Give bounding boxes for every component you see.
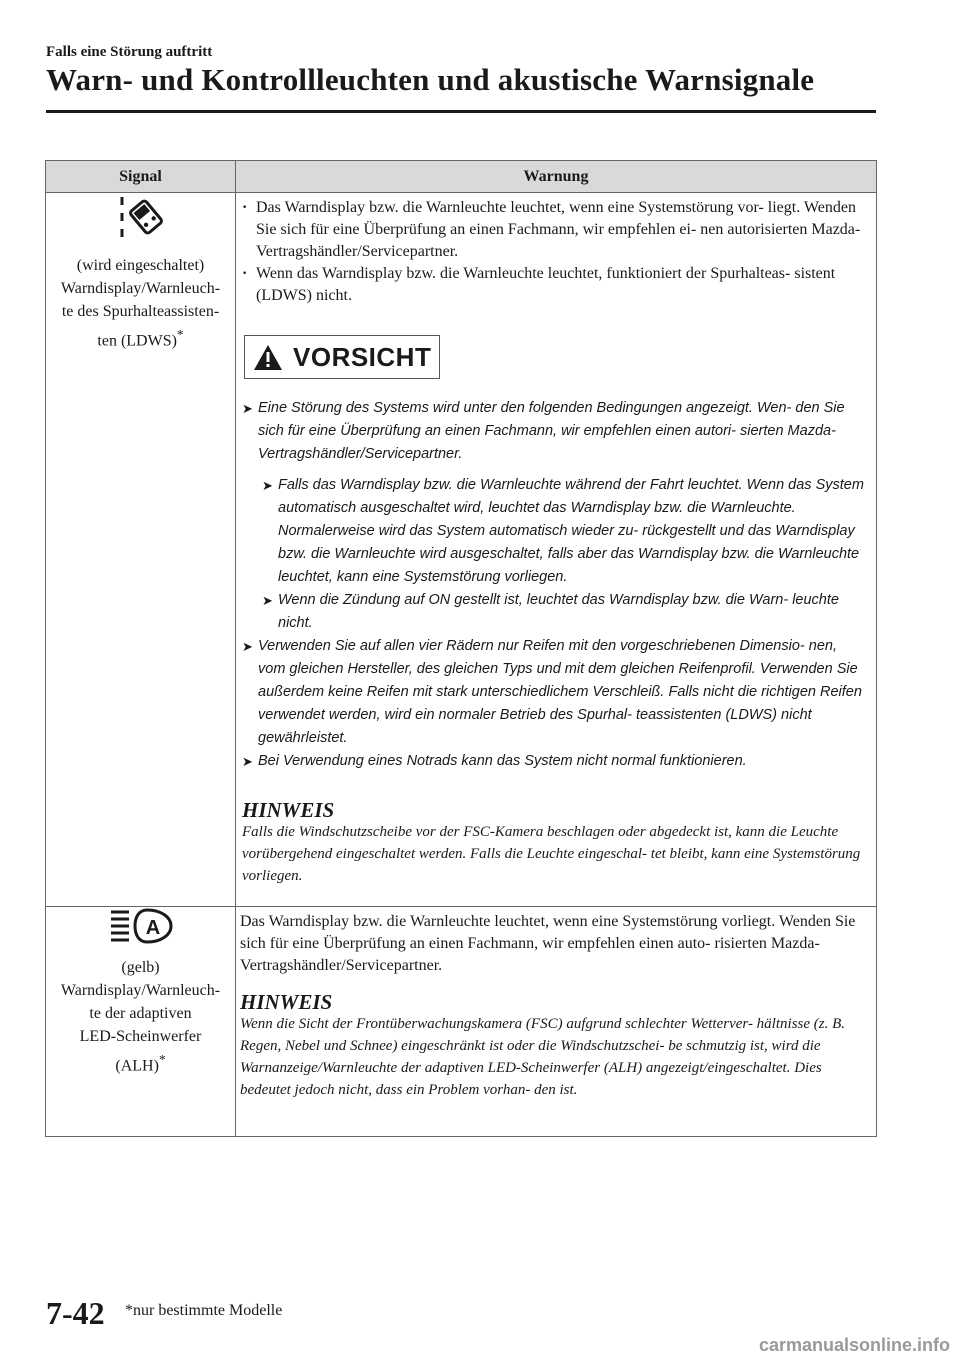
caution-item: ➤ Bei Verwendung eines Notrads kann das System nicht normal funktionieren. — [242, 750, 868, 773]
signal-cell-alh — [46, 907, 236, 1137]
arrow-bullet-icon: ➤ — [262, 478, 273, 493]
note-block — [240, 991, 868, 1101]
arrow-bullet-icon: ➤ — [242, 754, 253, 769]
svg-text:A: A — [145, 917, 160, 939]
signal-name-line: ten (LDWS)* — [97, 327, 184, 350]
warning-cell-alh — [236, 907, 877, 1137]
note-text: Falls die Windschutzscheibe vor der FSC-Kamera beschlagen oder abgedeckt ist, kann die Leuchte vorübergehend eingeschaltet werden. Falls die Leuchte eingeschal- tet bleibt, kann eine Systemstörung vorliegen. — [242, 824, 861, 884]
note-title: HINWEIS — [242, 798, 335, 822]
list-item: · Das Warndisplay bzw. die Warnleuchte leuchtet, wenn eine Systemstörung vor- liegt. Wenden Sie sich für eine Überprüfung an einen Fachmann, wir empfehlen ei- nen autorisierten Mazda-Vertragshändler/Servicepartner. — [242, 197, 868, 263]
list-item: · Wenn das Warndisplay bzw. die Warnleuchte leuchtet, funktioniert der Spurhalteas- sistent (LDWS) nicht. — [242, 263, 868, 307]
table-row — [46, 193, 877, 907]
warning-triangle-icon — [253, 344, 283, 371]
warning-cell-ldws — [236, 193, 877, 907]
signal-name-line: LED-Scheinwerfer — [79, 1028, 202, 1045]
section-label: Falls eine Störung auftritt — [46, 44, 213, 60]
adaptive-headlight-icon — [50, 907, 231, 952]
signal-cell-ldws — [46, 193, 236, 907]
caution-box — [244, 335, 440, 379]
title-rule — [46, 110, 876, 113]
col-signal-header: Signal — [46, 161, 236, 193]
signal-name-line: Warndisplay/Warnleuch- — [60, 280, 221, 297]
warning-bullets — [242, 197, 868, 307]
footnote-asterisk: * — [158, 1052, 166, 1067]
caution-item: ➤ Verwenden Sie auf allen vier Rädern nur Reifen mit den vorgeschriebenen Dimensio- nen, vom gleichen Hersteller, des gleichen Typs und mit dem gleichen Reifenproﬁl. Verwenden Sie außerdem keine Reifen mit stark unterschiedlichem Verschleiß. Falls nicht die richtigen Reifen verwendet werden, wird ein normaler Betrieb des Spurhal- teassistenten (LDWS) nicht gewährleistet. — [242, 635, 868, 750]
caution-item: ➤ Eine Störung des Systems wird unter den folgenden Bedingungen angezeigt. Wen- den Sie sich für eine Überprüfung an einen Fachmann, wir empfehlen einen autori- sierten Mazda-Vertragshändler/Servicepartner. — [242, 397, 868, 466]
signal-status: (gelb) — [121, 959, 160, 976]
signal-name-line: (ALH)* — [115, 1052, 166, 1075]
note-block — [242, 799, 868, 887]
footnote: *nur bestimmte Modelle — [125, 1302, 283, 1319]
caution-content — [242, 397, 868, 773]
warning-text: Das Warndisplay bzw. die Warnleuchte leuchtet, wenn eine Systemstörung vorliegt. Wenden Sie sich für eine Überprüfung an einen Fachmann, wir empfehlen einen auto- risierten Mazda-Vertragshändler/Servicepartner. — [240, 913, 856, 974]
signal-name-line: te der adaptiven — [89, 1005, 192, 1022]
arrow-bullet-icon: ➤ — [262, 593, 273, 608]
col-warning-header: Warnung — [236, 161, 877, 193]
arrow-bullet-icon: ➤ — [242, 639, 253, 654]
caution-subitem: ➤ Falls das Warndisplay bzw. die Warnleuchte während der Fahrt leuchtet. Wenn das System automatisch ausgeschaltet wird, leuchtet das Warndisplay bzw. die Warnleuchte. Normalerweise wird das System automatisch wieder zu- rückgestellt und das Warndisplay bzw. die Warnleuchte wird ausgeschaltet, falls aber das Warndisplay bzw. die Warnleuchte leuchtet, kann eine Systemstörung vorliegen. — [262, 474, 868, 589]
signal-status: (wird eingeschaltet) — [76, 257, 205, 274]
footnote-asterisk: * — [176, 327, 184, 342]
watermark: carmanualsonline.info — [758, 1335, 950, 1355]
table-row — [46, 907, 877, 1137]
caution-label: VORSICHT — [293, 342, 432, 372]
table-header-row — [46, 161, 877, 193]
signal-name-line: Warndisplay/Warnleuch- — [60, 982, 221, 999]
caution-subitem: ➤ Wenn die Zündung auf ON gestellt ist, leuchtet das Warndisplay bzw. die Warn- leuchte nicht. — [262, 589, 868, 635]
signal-name-line: te des Spurhalteassisten- — [61, 303, 220, 320]
page-number: 7-42 — [46, 1295, 105, 1331]
note-title: HINWEIS — [240, 990, 333, 1014]
arrow-bullet-icon: ➤ — [242, 401, 253, 416]
warning-table — [45, 160, 877, 1137]
page-title: Warn- und Kontrollleuchten und akustische Warnsignale — [46, 62, 815, 97]
lane-departure-warning-icon — [50, 193, 231, 250]
note-text: Wenn die Sicht der Frontüberwachungskamera (FSC) aufgrund schlechter Wetterver- hältnisse (z. B. Regen, Nebel und Schnee) eingeschränkt ist oder die Windschutzschei- be schmutzig ist, wird die Warnanzeige/Warnleuchte der adaptiven LED-Scheinwerfer (ALH) angezeigt/eingeschaltet. Dies bedeutet jedoch nicht, dass ein Problem vorhan- den ist. — [240, 1016, 846, 1098]
